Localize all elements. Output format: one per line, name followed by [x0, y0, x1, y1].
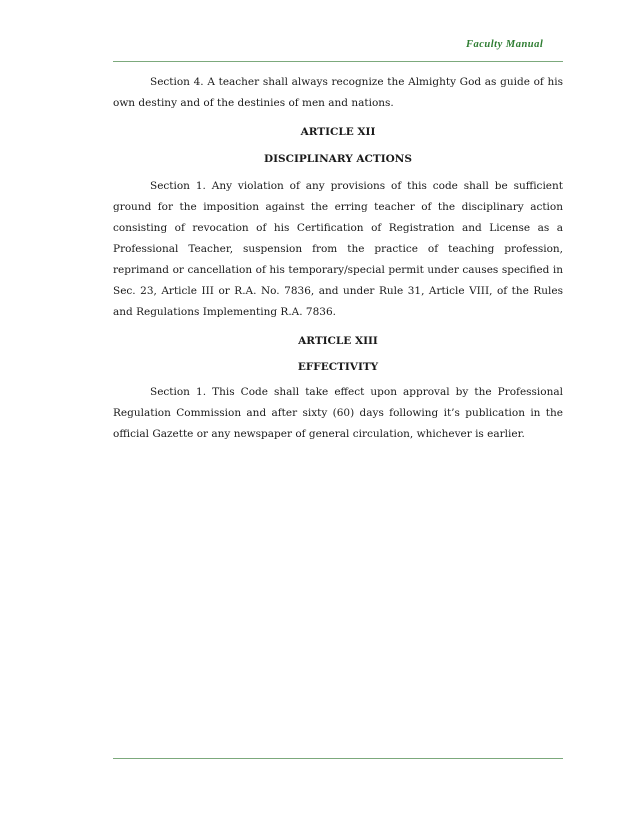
article-xiii-heading: ARTICLE XIII — [298, 335, 378, 347]
article-xiii-title: EFFECTIVITY — [297, 361, 379, 373]
paragraph-text: Section 4. A teacher shall always recognize the Almighty God as guide of his own destiny and of the destinies of men and nations. — [113, 76, 563, 109]
paragraph-text: Section 1. This Code shall take effect upon approval by the Professional Regulation Commission and after sixty (60) days following it’s publication in the official Gazette or any newspaper of general circulation, whichever is earlier. — [113, 386, 563, 440]
footer-rule — [113, 758, 563, 759]
header-rule — [113, 61, 563, 62]
article-xii-title: DISCIPLINARY ACTIONS — [264, 153, 412, 165]
article-xii-heading: ARTICLE XII — [300, 126, 376, 138]
page-header-title: Faculty Manual — [466, 39, 544, 50]
paragraph-text: Section 1. Any violation of any provisions of this code shall be sufficient ground for the imposition against the erring teacher of the disciplinary action consisting of revocation of his Certification of Registration and License as a Professional Teacher, suspension from the practice of teaching profession, reprimand or cancellation of his temporary/special permit under causes specified in Sec. 23, Article III or R.A. No. 7836, and under Rule 31, Article VIII, of the Rules and Regulations Implementing R.A. 7836. — [113, 180, 563, 318]
article-xii-section-1-paragraph — [113, 176, 563, 323]
article-xiii-section-1-paragraph — [113, 382, 563, 445]
section-4-paragraph — [113, 72, 563, 114]
